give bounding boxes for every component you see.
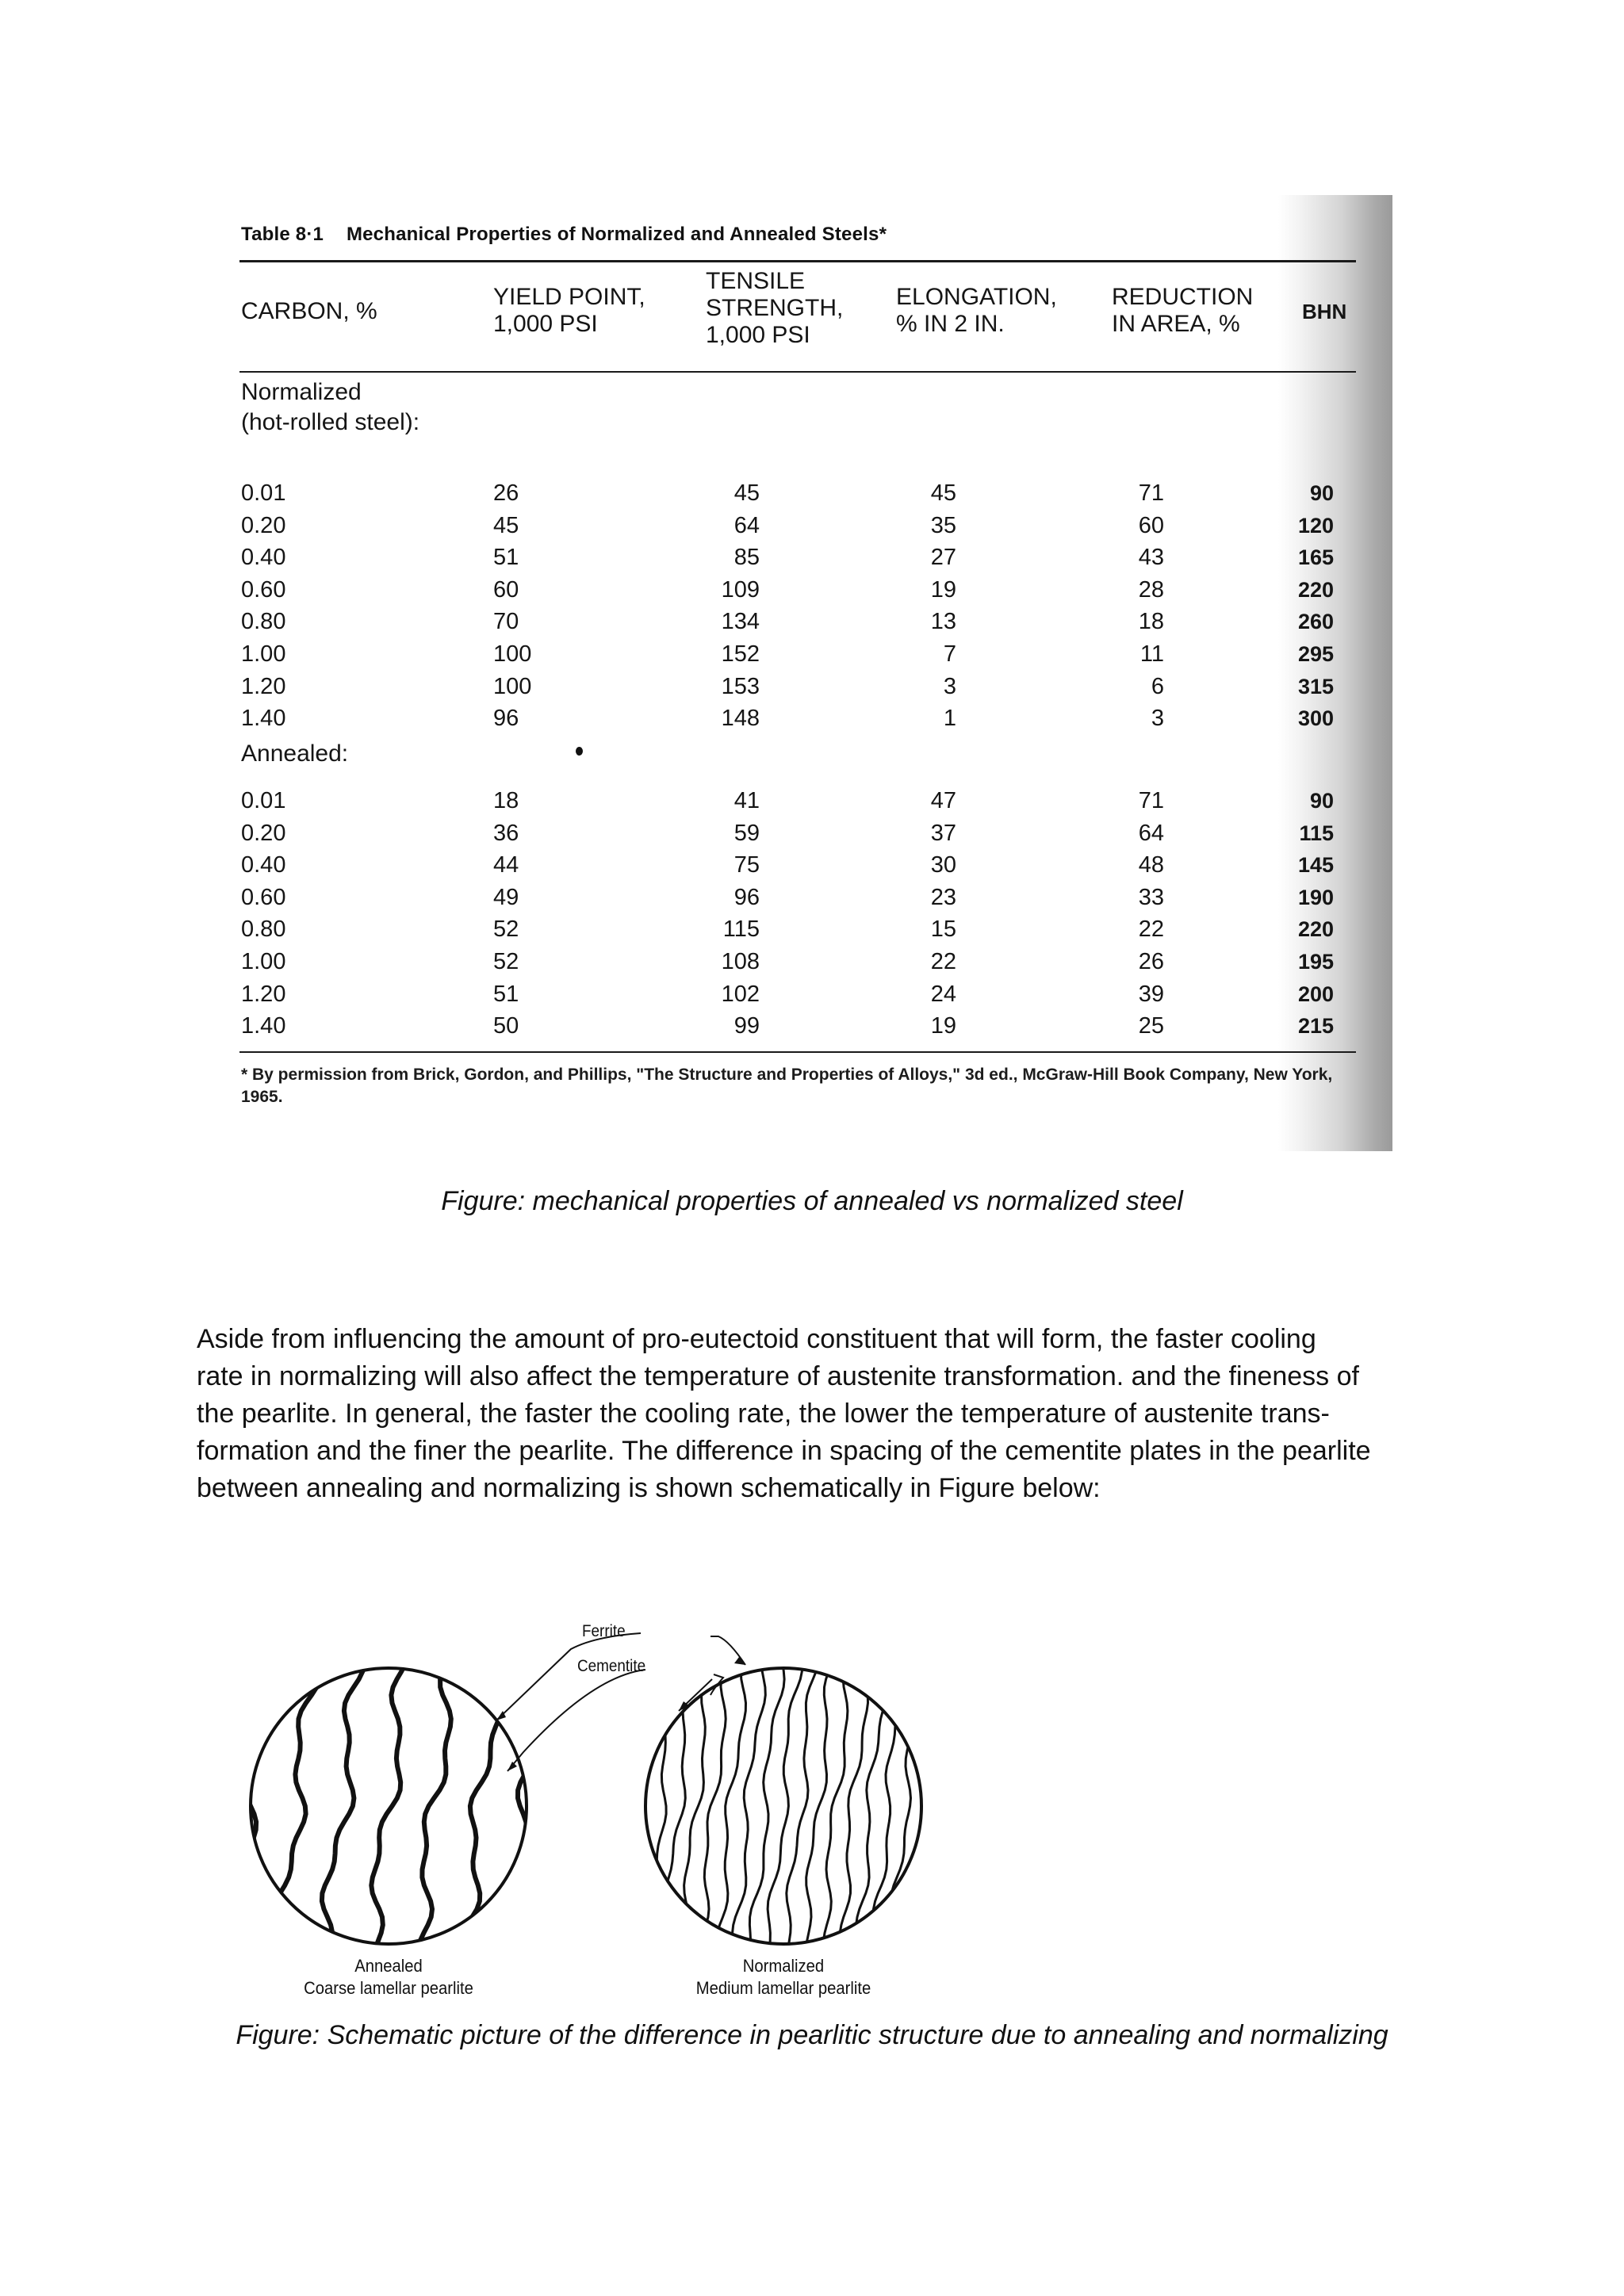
cell-tensile-strength: 75 bbox=[733, 852, 760, 878]
pearlite-schematic-figure bbox=[238, 1601, 1015, 1998]
lamella-line bbox=[822, 1655, 848, 1957]
lamella-line bbox=[910, 1655, 943, 1957]
cell-carbon: 0.60 bbox=[241, 576, 286, 603]
lamella-line bbox=[768, 1655, 802, 1957]
arrowhead-icon bbox=[508, 1762, 517, 1771]
cell-yield-point: 36 bbox=[493, 820, 519, 846]
annealed-label-line2: Coarse lamellar pearlite bbox=[304, 1978, 473, 1998]
cementite-leader-left bbox=[508, 1670, 645, 1771]
cell-reduction-in-area: 71 bbox=[1138, 480, 1164, 506]
cell-bhn: 145 bbox=[1297, 853, 1334, 878]
cell-reduction-in-area: 39 bbox=[1138, 981, 1164, 1007]
normalized-label bbox=[674, 1955, 893, 1999]
cell-carbon: 1.00 bbox=[241, 949, 286, 974]
header-carbon: CARBON, % bbox=[241, 298, 377, 324]
header-yield-point: YIELD POINT, 1,000 PSI bbox=[493, 284, 645, 337]
lamella-line bbox=[417, 1655, 451, 1957]
cell-tensile-strength: 153 bbox=[721, 673, 760, 699]
table-scan bbox=[235, 195, 1392, 1151]
cell-reduction-in-area: 3 bbox=[1151, 706, 1164, 732]
cell-carbon: 1.20 bbox=[241, 981, 286, 1007]
cell-carbon: 0.40 bbox=[241, 852, 286, 878]
cell-elongation: 19 bbox=[930, 576, 956, 603]
label-cementite: Cementite bbox=[577, 1657, 646, 1675]
lamella-line bbox=[870, 1655, 907, 1957]
cell-elongation: 47 bbox=[930, 788, 956, 813]
normalized-label-line2: Medium lamellar pearlite bbox=[695, 1978, 871, 1998]
bottom-rule bbox=[239, 1051, 1356, 1053]
cell-reduction-in-area: 25 bbox=[1138, 1013, 1164, 1039]
table-row bbox=[235, 817, 1361, 849]
cell-bhn: 295 bbox=[1297, 642, 1334, 666]
cell-tensile-strength: 148 bbox=[721, 706, 760, 732]
paragraph-line: between annealing and normalizing is shown schematically in Figure below: bbox=[197, 1473, 1101, 1503]
cell-bhn: 215 bbox=[1297, 1014, 1334, 1039]
section-label-normalized: Normalized (hot-rolled steel): bbox=[241, 379, 420, 435]
cell-carbon: 1.40 bbox=[241, 706, 286, 732]
cell-carbon: 1.20 bbox=[241, 673, 286, 699]
cell-elongation: 30 bbox=[930, 852, 956, 878]
header-bhn: BHN bbox=[1302, 300, 1347, 323]
cell-tensile-strength: 41 bbox=[733, 788, 760, 813]
figure-caption-table: Figure: mechanical properties of annealed vs normalized steel bbox=[441, 1186, 1183, 1216]
normalized-label-line1: Normalized bbox=[742, 1956, 825, 1976]
cell-reduction-in-area: 26 bbox=[1138, 949, 1164, 974]
cell-elongation: 7 bbox=[943, 641, 956, 667]
cell-tensile-strength: 96 bbox=[733, 884, 760, 910]
cell-reduction-in-area: 71 bbox=[1138, 788, 1164, 813]
cell-reduction-in-area: 60 bbox=[1138, 512, 1164, 538]
cell-carbon: 0.20 bbox=[241, 820, 286, 846]
table-row bbox=[235, 671, 1361, 702]
cell-yield-point: 44 bbox=[493, 852, 519, 878]
label-ferrite: Ferrite bbox=[582, 1622, 626, 1640]
cell-elongation: 37 bbox=[930, 820, 956, 846]
cell-reduction-in-area: 11 bbox=[1139, 641, 1164, 667]
body-paragraph bbox=[197, 1321, 1450, 1507]
figure-caption-schematic: Figure: Schematic picture of the difference in pearlitic structure due to annealing and normalizing bbox=[236, 2020, 1388, 2050]
cell-carbon: 0.80 bbox=[241, 916, 286, 943]
cell-yield-point: 51 bbox=[493, 545, 519, 571]
header-tensile-strength: TENSILE STRENGTH, 1,000 PSI bbox=[706, 268, 844, 348]
lamella-line bbox=[322, 1655, 365, 1957]
cell-tensile-strength: 45 bbox=[733, 480, 760, 506]
lamella-line bbox=[461, 1655, 501, 1957]
cell-yield-point: 45 bbox=[493, 512, 519, 538]
lamella-line bbox=[837, 1655, 868, 1957]
cell-yield-point: 49 bbox=[493, 884, 519, 910]
header-reduction-in-area: REDUCTION IN AREA, % bbox=[1112, 284, 1254, 337]
cell-bhn: 200 bbox=[1297, 982, 1334, 1006]
cell-bhn: 300 bbox=[1297, 706, 1334, 731]
cell-elongation: 22 bbox=[930, 949, 956, 974]
lamella-line bbox=[645, 1655, 679, 1957]
cell-tensile-strength: 99 bbox=[733, 1013, 760, 1039]
paragraph-line: formation and the finer the pearlite. The difference in spacing of the cementite plates in the pearlite bbox=[197, 1436, 1371, 1466]
cell-elongation: 45 bbox=[930, 480, 956, 506]
cell-elongation: 13 bbox=[930, 609, 956, 635]
arrowhead-icon bbox=[734, 1657, 745, 1665]
cell-carbon: 0.01 bbox=[241, 480, 286, 506]
cell-yield-point: 52 bbox=[493, 949, 519, 974]
section-label-annealed: Annealed: bbox=[241, 740, 349, 767]
lamella-line bbox=[274, 1655, 320, 1957]
table-row bbox=[235, 946, 1361, 978]
cell-tensile-strength: 115 bbox=[722, 916, 760, 943]
cell-bhn: 220 bbox=[1297, 917, 1334, 942]
cell-yield-point: 60 bbox=[493, 576, 519, 603]
paragraph-line: the pearlite. In general, the faster the cooling rate, the lower the temperature of austenite trans- bbox=[197, 1399, 1330, 1429]
cell-bhn: 190 bbox=[1297, 885, 1334, 909]
stray-dot-mark bbox=[576, 747, 583, 756]
cell-yield-point: 100 bbox=[493, 673, 532, 699]
cell-yield-point: 26 bbox=[493, 480, 519, 506]
cell-bhn: 115 bbox=[1299, 821, 1334, 845]
cell-bhn: 195 bbox=[1297, 950, 1334, 974]
cell-elongation: 35 bbox=[930, 512, 956, 538]
table-row bbox=[235, 606, 1361, 637]
cell-reduction-in-area: 48 bbox=[1138, 852, 1164, 878]
header-rule bbox=[239, 371, 1356, 373]
lamella-line bbox=[238, 1655, 274, 1957]
lamella-line bbox=[715, 1655, 746, 1957]
cell-tensile-strength: 134 bbox=[721, 609, 760, 635]
cell-elongation: 15 bbox=[930, 916, 956, 943]
table-row bbox=[235, 702, 1361, 734]
table-row bbox=[235, 849, 1361, 881]
table-row bbox=[235, 541, 1361, 573]
cell-tensile-strength: 102 bbox=[721, 981, 760, 1007]
cell-carbon: 0.60 bbox=[241, 884, 286, 910]
table-row bbox=[235, 913, 1361, 945]
table-row bbox=[235, 510, 1361, 541]
header-elongation: ELONGATION, % IN 2 IN. bbox=[896, 284, 1057, 337]
cell-reduction-in-area: 33 bbox=[1138, 884, 1164, 910]
table-title: Mechanical Properties of Normalized and Annealed Steels* bbox=[346, 224, 887, 245]
cell-bhn: 260 bbox=[1297, 610, 1334, 634]
cell-carbon: 0.01 bbox=[241, 788, 286, 813]
cell-reduction-in-area: 22 bbox=[1138, 916, 1164, 943]
cell-elongation: 23 bbox=[930, 884, 956, 910]
annealed-label bbox=[279, 1955, 498, 1999]
cell-tensile-strength: 109 bbox=[721, 576, 760, 603]
cell-yield-point: 18 bbox=[493, 788, 519, 813]
cell-tensile-strength: 152 bbox=[721, 641, 760, 667]
cell-bhn: 220 bbox=[1297, 577, 1334, 602]
table-row bbox=[235, 574, 1361, 606]
cell-bhn: 120 bbox=[1297, 513, 1334, 538]
cell-yield-point: 70 bbox=[493, 609, 519, 635]
cell-yield-point: 100 bbox=[493, 641, 532, 667]
cell-yield-point: 52 bbox=[493, 916, 519, 943]
paragraph-line: Aside from influencing the amount of pro-eutectoid constituent that will form, the faster cooling bbox=[197, 1324, 1316, 1354]
cell-bhn: 90 bbox=[1309, 481, 1334, 505]
cell-elongation: 1 bbox=[943, 706, 956, 732]
cell-tensile-strength: 85 bbox=[733, 545, 760, 571]
cell-carbon: 1.40 bbox=[241, 1013, 286, 1039]
table-footnote: * By permission from Brick, Gordon, and Phillips, "The Structure and Properties of Alloys," 3d ed., McGraw-Hill Book Company, New York, 1965. bbox=[241, 1066, 1333, 1106]
table-caption bbox=[241, 224, 887, 246]
table-row bbox=[235, 477, 1361, 509]
normalized-circle bbox=[645, 1668, 921, 1944]
annealed-circle bbox=[251, 1668, 527, 1944]
cell-tensile-strength: 108 bbox=[721, 949, 760, 974]
table-row bbox=[235, 785, 1361, 817]
table-row bbox=[235, 638, 1361, 670]
cell-elongation: 3 bbox=[943, 673, 956, 699]
annealed-label-line1: Annealed bbox=[354, 1956, 423, 1976]
lamella-line bbox=[665, 1655, 696, 1957]
cell-bhn: 165 bbox=[1297, 545, 1334, 570]
table-number: Table 8·1 bbox=[241, 224, 324, 245]
cell-tensile-strength: 59 bbox=[733, 820, 760, 846]
lamella-line bbox=[699, 1655, 727, 1957]
table-row bbox=[235, 882, 1361, 913]
cell-reduction-in-area: 64 bbox=[1138, 820, 1164, 846]
cell-elongation: 27 bbox=[930, 545, 956, 571]
cell-carbon: 0.80 bbox=[241, 609, 286, 635]
cell-yield-point: 51 bbox=[493, 981, 519, 1007]
cell-carbon: 0.20 bbox=[241, 512, 286, 538]
cell-reduction-in-area: 18 bbox=[1138, 609, 1164, 635]
table-row bbox=[235, 1010, 1361, 1042]
cell-yield-point: 50 bbox=[493, 1013, 519, 1039]
lamella-line bbox=[371, 1655, 408, 1957]
leader-lines bbox=[496, 1633, 745, 1771]
table-row bbox=[235, 978, 1361, 1010]
cell-bhn: 315 bbox=[1297, 674, 1334, 698]
top-rule bbox=[239, 260, 1356, 262]
cell-elongation: 19 bbox=[930, 1013, 956, 1039]
coarse-lamellae bbox=[238, 1655, 550, 1957]
cell-reduction-in-area: 28 bbox=[1138, 576, 1164, 603]
cell-bhn: 90 bbox=[1309, 789, 1334, 813]
cell-yield-point: 96 bbox=[493, 706, 519, 732]
cell-reduction-in-area: 6 bbox=[1151, 673, 1164, 699]
cell-elongation: 24 bbox=[930, 981, 956, 1007]
medium-lamellae bbox=[626, 1655, 942, 1957]
cell-reduction-in-area: 43 bbox=[1138, 545, 1164, 571]
cell-carbon: 0.40 bbox=[241, 545, 286, 571]
lamella-line bbox=[732, 1655, 766, 1957]
cell-carbon: 1.00 bbox=[241, 641, 286, 667]
cell-tensile-strength: 64 bbox=[733, 512, 760, 538]
paragraph-line: rate in normalizing will also affect the temperature of austenite transformation. and the fineness of bbox=[197, 1361, 1359, 1391]
